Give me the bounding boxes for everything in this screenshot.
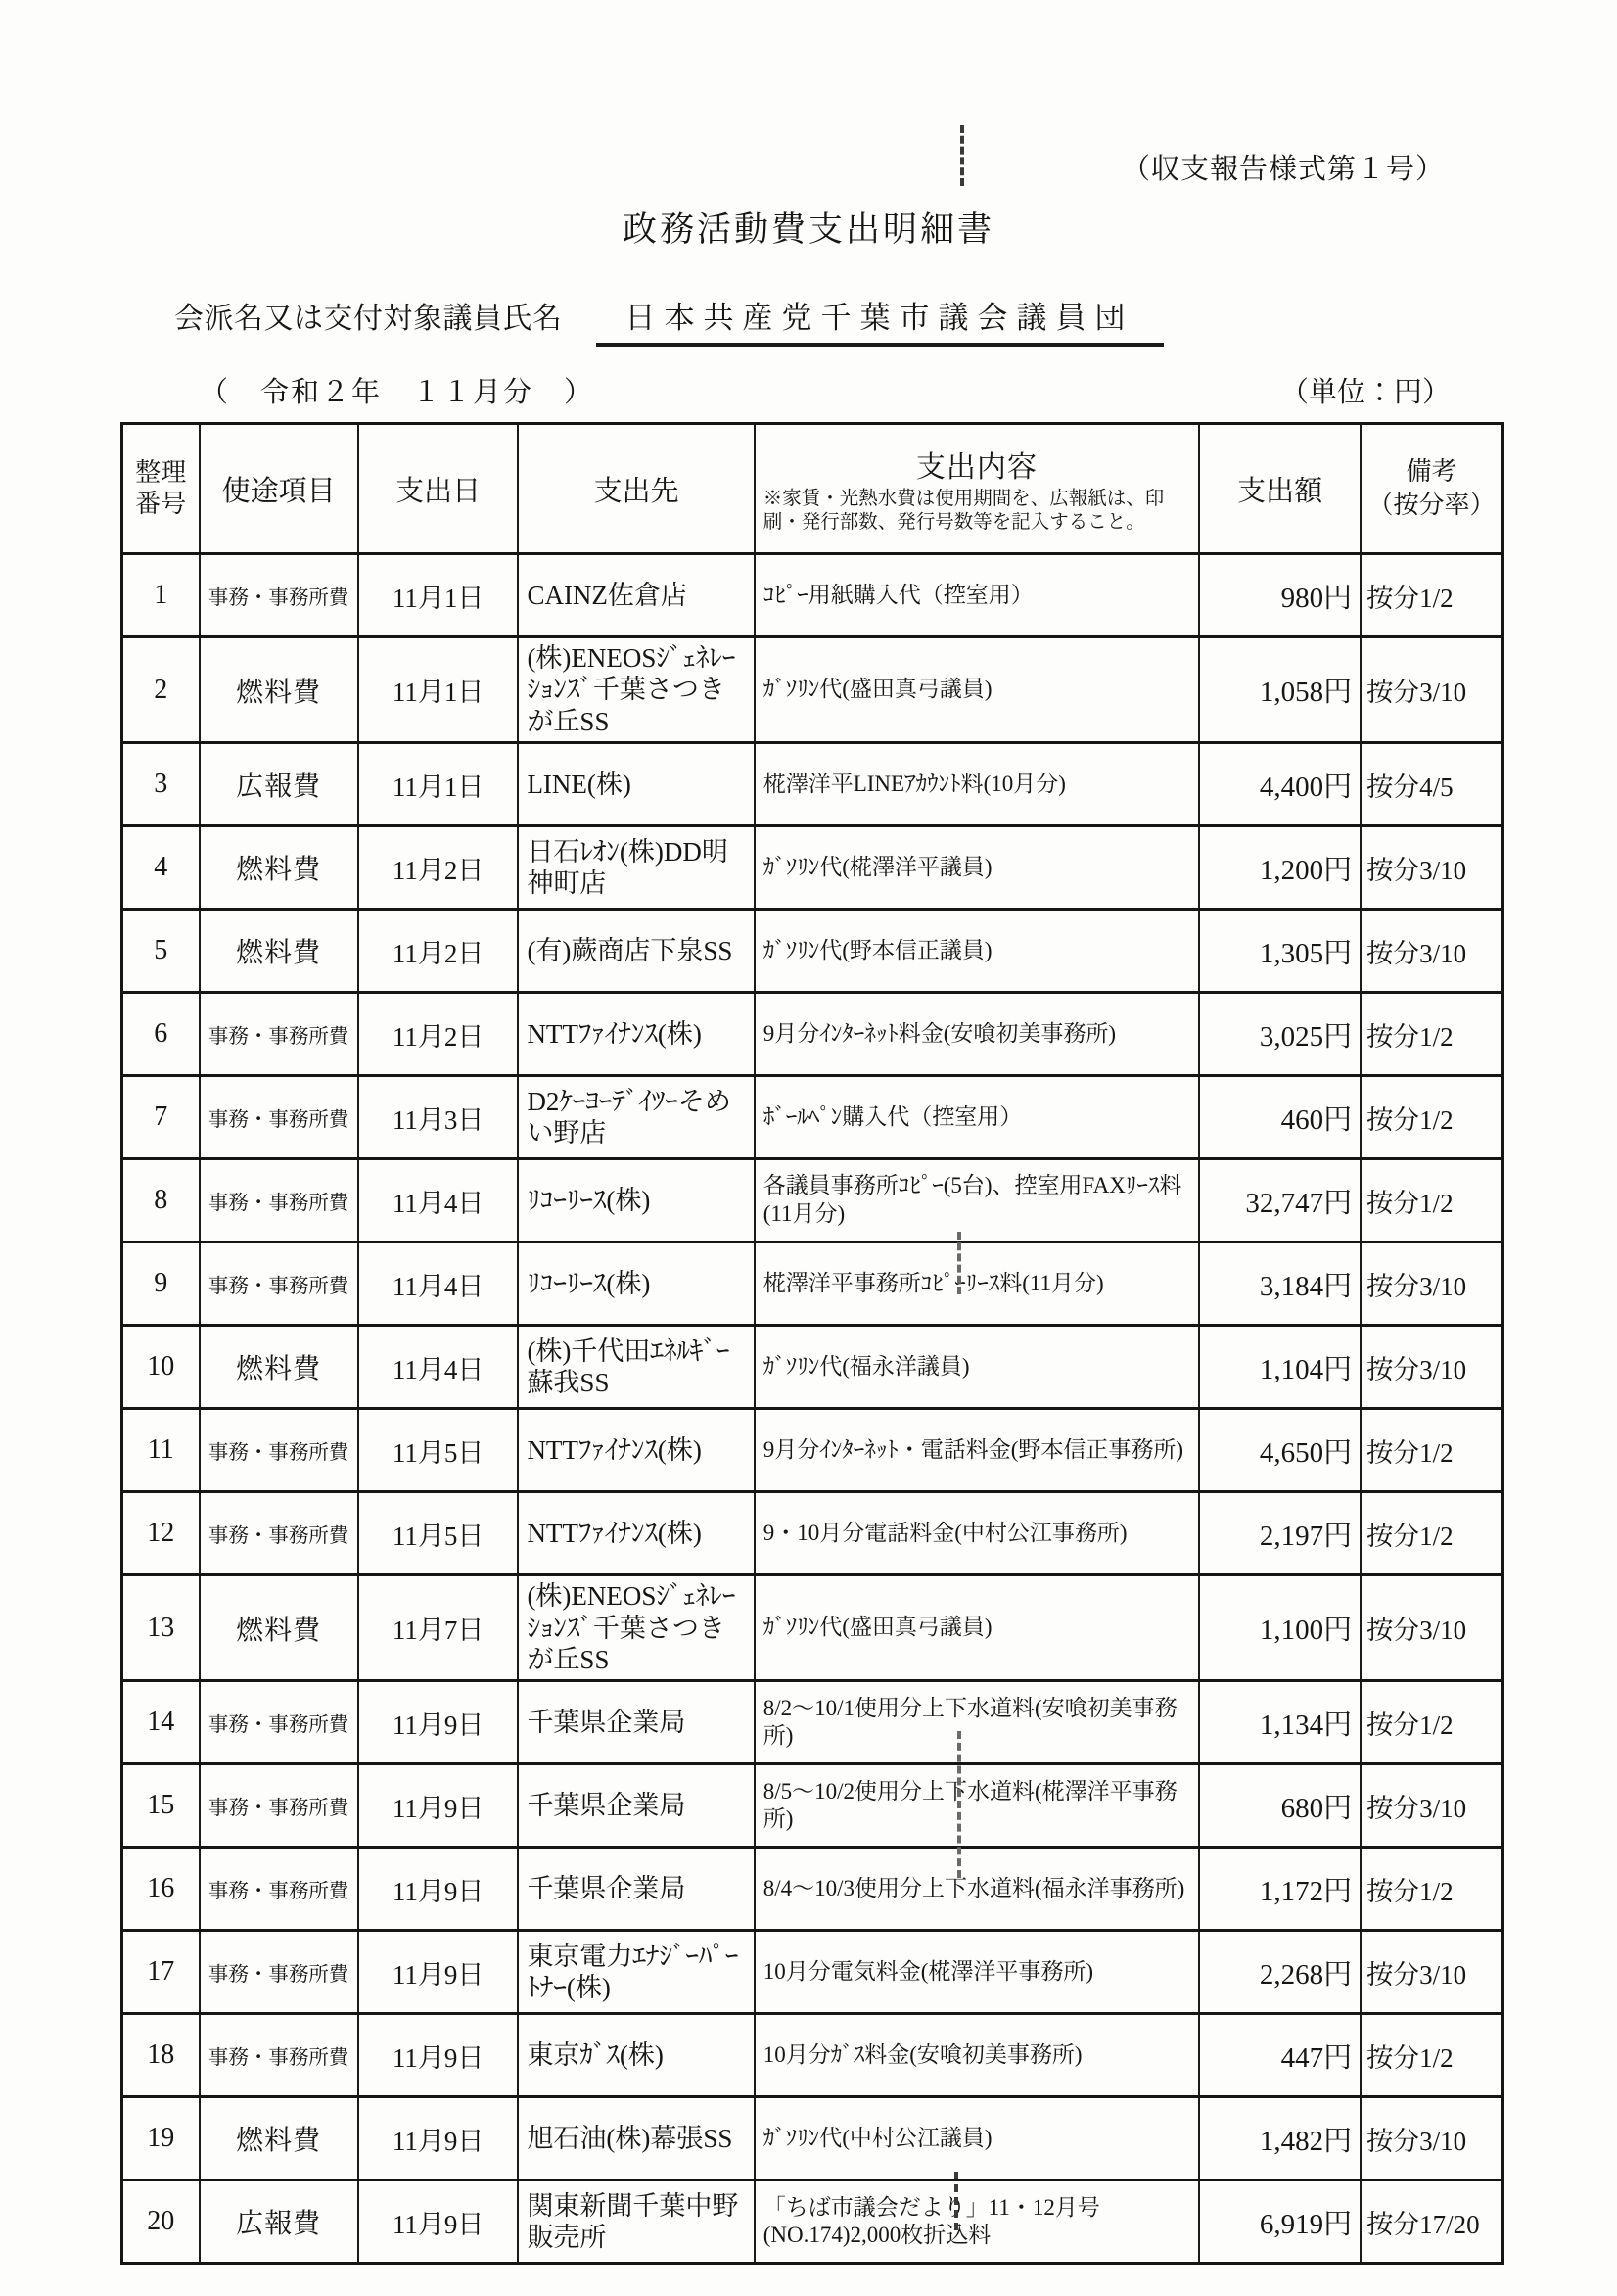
table-row — [122, 1409, 1503, 1492]
cell-date: 11月9日 — [358, 1931, 519, 2014]
cell-description: ｺﾋﾟｰ用紙購入代（控室用） — [755, 554, 1199, 637]
cell-date: 11月9日 — [358, 2014, 519, 2097]
col-header-description-note: ※家賃・光熱水費は使用期間を、広報紙は、印刷・発行部数、発行号数等を記入すること。 — [762, 488, 1165, 533]
cell-no: 11 — [122, 1409, 200, 1492]
cell-no: 13 — [122, 1575, 200, 1681]
table-row — [122, 1242, 1503, 1326]
form-number: （収支報告様式第１号） — [1121, 154, 1445, 185]
cell-description: 10月分電気料金(椛澤洋平事務所) — [755, 1931, 1199, 2014]
cell-date: 11月2日 — [358, 910, 519, 993]
cell-date: 11月1日 — [358, 637, 519, 743]
col-header-payee: 支出先 — [518, 424, 754, 554]
cell-amount: 980円 — [1199, 554, 1361, 637]
cell-no: 17 — [122, 1931, 200, 2014]
cell-amount: 3,025円 — [1199, 993, 1361, 1076]
period-label: （ 令和２年 １１月分 ） — [200, 377, 595, 408]
recipient-label: 会派名又は交付対象議員氏名 — [174, 303, 563, 335]
fold-mark-middle-2 — [957, 1731, 961, 1878]
cell-note: 按分3/10 — [1361, 826, 1502, 910]
cell-payee: 東京ｶﾞｽ(株) — [518, 2014, 754, 2097]
cell-note: 按分3/10 — [1361, 1242, 1502, 1326]
cell-payee: 千葉県企業局 — [518, 1764, 754, 1848]
cell-category: 事務・事務所費 — [200, 1764, 358, 1848]
cell-no: 19 — [122, 2097, 200, 2180]
cell-payee: CAINZ佐倉店 — [518, 554, 754, 637]
cell-no: 18 — [122, 2014, 200, 2097]
cell-no: 12 — [122, 1492, 200, 1575]
cell-amount: 6,919円 — [1199, 2180, 1361, 2264]
cell-note: 按分3/10 — [1361, 1326, 1502, 1409]
cell-date: 11月9日 — [358, 1764, 519, 1848]
table-row — [122, 910, 1503, 993]
cell-description: 「ちば市議会だより」11・12月号(NO.174)2,000枚折込料 — [755, 2180, 1199, 2264]
cell-no: 10 — [122, 1326, 200, 1409]
cell-payee: (有)蕨商店下泉SS — [518, 910, 754, 993]
cell-category: 燃料費 — [200, 826, 358, 910]
col-header-no: 整理 番号 — [122, 424, 200, 554]
cell-no: 9 — [122, 1242, 200, 1326]
cell-note: 按分1/2 — [1361, 993, 1502, 1076]
cell-amount: 447円 — [1199, 2014, 1361, 2097]
cell-category: 事務・事務所費 — [200, 1681, 358, 1764]
fold-mark-top — [960, 125, 964, 186]
col-header-description — [755, 424, 1199, 554]
cell-date: 11月1日 — [358, 743, 519, 826]
cell-no: 16 — [122, 1848, 200, 1931]
table-row — [122, 2180, 1503, 2264]
cell-date: 11月5日 — [358, 1492, 519, 1575]
cell-note: 按分3/10 — [1361, 910, 1502, 993]
cell-category: 燃料費 — [200, 1326, 358, 1409]
cell-payee: NTTﾌｧｲﾅﾝｽ(株) — [518, 1492, 754, 1575]
cell-no: 6 — [122, 993, 200, 1076]
table-row — [122, 2014, 1503, 2097]
cell-payee: 旭石油(株)幕張SS — [518, 2097, 754, 2180]
cell-description: ｶﾞｿﾘﾝ代(盛田真弓議員) — [755, 637, 1199, 743]
cell-description: 8/5〜10/2使用分上下水道料(椛澤洋平事務所) — [755, 1764, 1199, 1848]
cell-category: 燃料費 — [200, 1575, 358, 1681]
cell-description: 椛澤洋平事務所ｺﾋﾟｰﾘｰｽ料(11月分) — [755, 1242, 1199, 1326]
cell-category: 事務・事務所費 — [200, 1076, 358, 1159]
cell-date: 11月9日 — [358, 2180, 519, 2264]
cell-category: 広報費 — [200, 743, 358, 826]
table-row — [122, 993, 1503, 1076]
cell-amount: 4,650円 — [1199, 1409, 1361, 1492]
cell-amount: 1,172円 — [1199, 1848, 1361, 1931]
cell-date: 11月4日 — [358, 1326, 519, 1409]
cell-payee: (株)ENEOSｼﾞｪﾈﾚｰｼｮﾝｽﾞ千葉さつきが丘SS — [518, 637, 754, 743]
table-row — [122, 1492, 1503, 1575]
col-header-note: 備考 （按分率） — [1361, 424, 1502, 554]
recipient-name: 日本共産党千葉市議会議員団 — [596, 293, 1164, 347]
cell-category: 事務・事務所費 — [200, 1931, 358, 2014]
meta-line — [200, 370, 1451, 410]
col-header-date: 支出日 — [358, 424, 519, 554]
cell-amount: 4,400円 — [1199, 743, 1361, 826]
cell-amount: 1,305円 — [1199, 910, 1361, 993]
recipient-line — [174, 293, 1617, 347]
cell-payee: 千葉県企業局 — [518, 1848, 754, 1931]
cell-payee: D2ｹｰﾖｰﾃﾞｲﾂｰそめい野店 — [518, 1076, 754, 1159]
cell-amount: 1,104円 — [1199, 1326, 1361, 1409]
cell-payee: (株)千代田ｴﾈﾙｷﾞｰ蘇我SS — [518, 1326, 754, 1409]
cell-payee: ﾘｺｰﾘｰｽ(株) — [518, 1159, 754, 1242]
cell-payee: 日石ﾚｵﾝ(株)DD明神町店 — [518, 826, 754, 910]
cell-no: 20 — [122, 2180, 200, 2264]
cell-description: ｶﾞｿﾘﾝ代(中村公江議員) — [755, 2097, 1199, 2180]
header-row — [122, 424, 1503, 554]
cell-category: 燃料費 — [200, 637, 358, 743]
cell-category: 燃料費 — [200, 2097, 358, 2180]
cell-description: ｶﾞｿﾘﾝ代(椛澤洋平議員) — [755, 826, 1199, 910]
cell-no: 1 — [122, 554, 200, 637]
cell-category: 事務・事務所費 — [200, 993, 358, 1076]
cell-amount: 680円 — [1199, 1764, 1361, 1848]
cell-note: 按分3/10 — [1361, 1575, 1502, 1681]
cell-amount: 3,184円 — [1199, 1242, 1361, 1326]
cell-note: 按分1/2 — [1361, 1409, 1502, 1492]
cell-category: 事務・事務所費 — [200, 1848, 358, 1931]
cell-payee: LINE(株) — [518, 743, 754, 826]
cell-description: ﾎﾞｰﾙﾍﾟﾝ購入代（控室用） — [755, 1076, 1199, 1159]
cell-no: 14 — [122, 1681, 200, 1764]
cell-amount: 1,100円 — [1199, 1575, 1361, 1681]
cell-no: 4 — [122, 826, 200, 910]
cell-date: 11月2日 — [358, 826, 519, 910]
cell-category: 事務・事務所費 — [200, 1242, 358, 1326]
cell-date: 11月9日 — [358, 2097, 519, 2180]
cell-note: 按分1/2 — [1361, 554, 1502, 637]
cell-note: 按分1/2 — [1361, 1076, 1502, 1159]
col-header-amount: 支出額 — [1199, 424, 1361, 554]
fold-mark-bottom — [954, 2172, 958, 2230]
table-row — [122, 1848, 1503, 1931]
col-header-description-title: 支出内容 — [915, 450, 1038, 484]
cell-amount: 1,482円 — [1199, 2097, 1361, 2180]
expense-table — [120, 422, 1504, 2265]
cell-no: 8 — [122, 1159, 200, 1242]
cell-note: 按分17/20 — [1361, 2180, 1502, 2264]
cell-amount: 1,134円 — [1199, 1681, 1361, 1764]
cell-note: 按分1/2 — [1361, 1159, 1502, 1242]
cell-category: 事務・事務所費 — [200, 2014, 358, 2097]
cell-description: 9月分ｲﾝﾀｰﾈｯﾄ料金(安喰初美事務所) — [755, 993, 1199, 1076]
cell-no: 3 — [122, 743, 200, 826]
cell-payee: NTTﾌｧｲﾅﾝｽ(株) — [518, 1409, 754, 1492]
cell-note: 按分1/2 — [1361, 1848, 1502, 1931]
cell-note: 按分3/10 — [1361, 637, 1502, 743]
cell-no: 15 — [122, 1764, 200, 1848]
cell-amount: 1,058円 — [1199, 637, 1361, 743]
unit-label: （単位：円） — [1279, 377, 1451, 408]
cell-date: 11月9日 — [358, 1681, 519, 1764]
fold-mark-middle-1 — [957, 1232, 961, 1294]
col-header-category: 使途項目 — [200, 424, 358, 554]
table-row — [122, 743, 1503, 826]
cell-description: 椛澤洋平LINEｱｶｳﾝﾄ料(10月分) — [755, 743, 1199, 826]
cell-category: 事務・事務所費 — [200, 1409, 358, 1492]
cell-date: 11月4日 — [358, 1159, 519, 1242]
cell-description: 各議員事務所ｺﾋﾟｰ(5台)、控室用FAXﾘｰｽ料(11月分) — [755, 1159, 1199, 1242]
cell-note: 按分1/2 — [1361, 1681, 1502, 1764]
cell-amount: 32,747円 — [1199, 1159, 1361, 1242]
cell-amount: 2,197円 — [1199, 1492, 1361, 1575]
page-title: 政務活動費支出明細書 — [622, 211, 994, 249]
cell-amount: 2,268円 — [1199, 1931, 1361, 2014]
table-row — [122, 826, 1503, 910]
cell-payee: ﾘｺｰﾘｰｽ(株) — [518, 1242, 754, 1326]
table-row — [122, 637, 1503, 743]
table-row — [122, 1764, 1503, 1848]
cell-category: 事務・事務所費 — [200, 1492, 358, 1575]
table-row — [122, 554, 1503, 637]
cell-date: 11月9日 — [358, 1848, 519, 1931]
cell-note: 按分1/2 — [1361, 2014, 1502, 2097]
cell-payee: 関東新聞千葉中野販売所 — [518, 2180, 754, 2264]
table-row — [122, 1931, 1503, 2014]
cell-description: 10月分ｶﾞｽ料金(安喰初美事務所) — [755, 2014, 1199, 2097]
cell-note: 按分1/2 — [1361, 1492, 1502, 1575]
cell-amount: 1,200円 — [1199, 826, 1361, 910]
cell-description: 9・10月分電話料金(中村公江事務所) — [755, 1492, 1199, 1575]
cell-category: 広報費 — [200, 2180, 358, 2264]
table-row — [122, 1326, 1503, 1409]
cell-date: 11月3日 — [358, 1076, 519, 1159]
cell-note: 按分3/10 — [1361, 1764, 1502, 1848]
table-row — [122, 1076, 1503, 1159]
cell-date: 11月4日 — [358, 1242, 519, 1326]
table-row — [122, 2097, 1503, 2180]
cell-no: 5 — [122, 910, 200, 993]
cell-category: 事務・事務所費 — [200, 554, 358, 637]
cell-no: 7 — [122, 1076, 200, 1159]
cell-description: 9月分ｲﾝﾀｰﾈｯﾄ・電話料金(野本信正事務所) — [755, 1409, 1199, 1492]
cell-note: 按分3/10 — [1361, 2097, 1502, 2180]
cell-note: 按分4/5 — [1361, 743, 1502, 826]
table-row — [122, 1681, 1503, 1764]
table-row — [122, 1575, 1503, 1681]
cell-note: 按分3/10 — [1361, 1931, 1502, 2014]
cell-category: 燃料費 — [200, 910, 358, 993]
cell-payee: 東京電力ｴﾅｼﾞｰﾊﾟｰﾄﾅｰ(株) — [518, 1931, 754, 2014]
cell-payee: NTTﾌｧｲﾅﾝｽ(株) — [518, 993, 754, 1076]
cell-no: 2 — [122, 637, 200, 743]
cell-date: 11月5日 — [358, 1409, 519, 1492]
cell-category: 事務・事務所費 — [200, 1159, 358, 1242]
cell-description: 8/4〜10/3使用分上下水道料(福永洋事務所) — [755, 1848, 1199, 1931]
cell-description: 8/2〜10/1使用分上下水道料(安喰初美事務所) — [755, 1681, 1199, 1764]
table-row — [122, 1159, 1503, 1242]
cell-description: ｶﾞｿﾘﾝ代(盛田真弓議員) — [755, 1575, 1199, 1681]
cell-description: ｶﾞｿﾘﾝ代(福永洋議員) — [755, 1326, 1199, 1409]
cell-amount: 460円 — [1199, 1076, 1361, 1159]
cell-payee: 千葉県企業局 — [518, 1681, 754, 1764]
cell-date: 11月1日 — [358, 554, 519, 637]
cell-date: 11月2日 — [358, 993, 519, 1076]
cell-payee: (株)ENEOSｼﾞｪﾈﾚｰｼｮﾝｽﾞ千葉さつきが丘SS — [518, 1575, 754, 1681]
cell-description: ｶﾞｿﾘﾝ代(野本信正議員) — [755, 910, 1199, 993]
cell-date: 11月7日 — [358, 1575, 519, 1681]
